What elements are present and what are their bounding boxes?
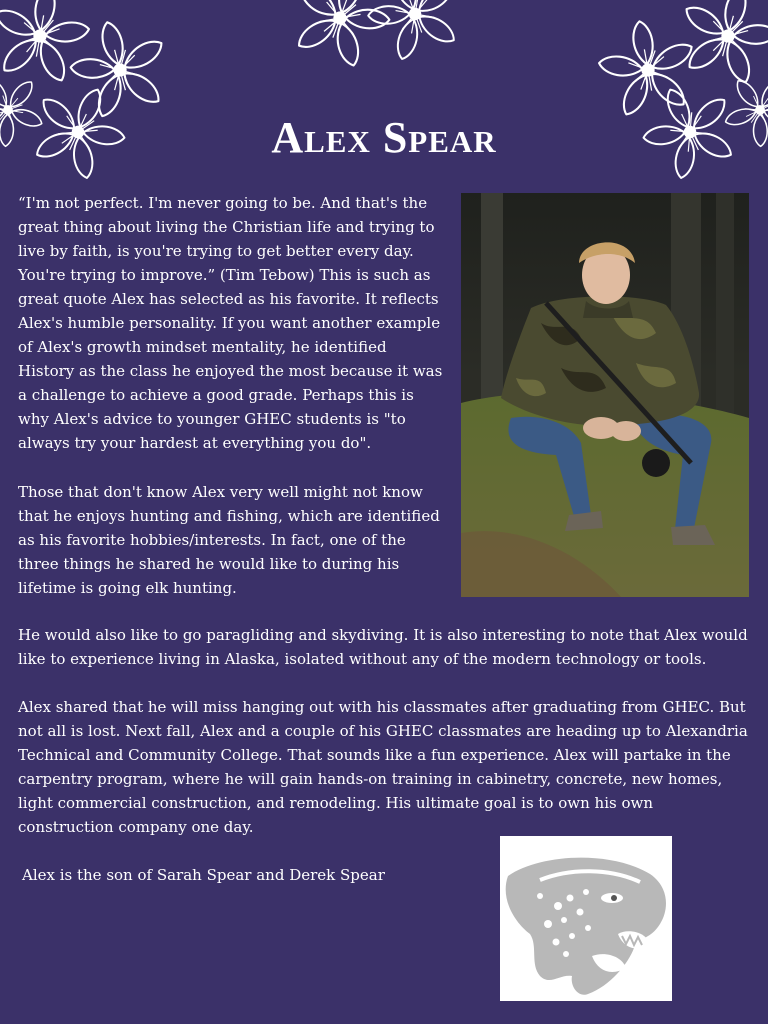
jaguar-logo-icon — [500, 836, 672, 1001]
paragraph-parents: Alex is the son of Sarah Spear and Derek Spear — [22, 866, 385, 884]
paragraph-hobbies: Those that don't know Alex very well might not know that he enjoys hunting and fishing, which are identified as his favorite hobbies/interests. In fact, one of the three things he shared he would like to during his lifetime is going elk hunting. — [18, 483, 440, 597]
paragraph-bucket-list: He would also like to go paragliding and skydiving. It is also interesting to note that Alex would like to experience living in Alaska, isolated without any of the modern technology or tools. — [18, 626, 748, 668]
paragraph-future-plans: Alex shared that he will miss hanging out with his classmates after graduating from GHEC. But not all is lost. Next fall, Alex and a couple of his GHEC classmates are heading up to Alexandria Technical and Community College. That sounds like a fun experience. Alex will partake in the carpentry program, where he will gain hands-on training in cabinetry, concrete, new homes, light commercial construction, and remodeling. His ultimate goal is to own his own construction company one day. — [18, 698, 748, 836]
school-logo — [500, 836, 672, 1001]
senior-portrait-photo — [461, 193, 749, 597]
flower-icon-cluster-center — [275, 0, 475, 80]
page-title: Alex Spear — [271, 113, 497, 162]
paragraph-favorite-quote: “I'm not perfect. I'm never going to be. And that's the great thing about living the Christian life and trying to live by faith, is you're trying to get better every day. You're trying to improve.” (Tim Tebow) This is such as great quote Alex has selected as his favorite. It reflects Alex's humble personality. If you want another example of Alex's growth mindset mentality, he identified History as the class he enjoyed the most because it was a challenge to achieve a good grade. Perhaps this is why Alex's advice to younger GHEC students is "to always try your hardest at everything you do". — [18, 194, 443, 452]
